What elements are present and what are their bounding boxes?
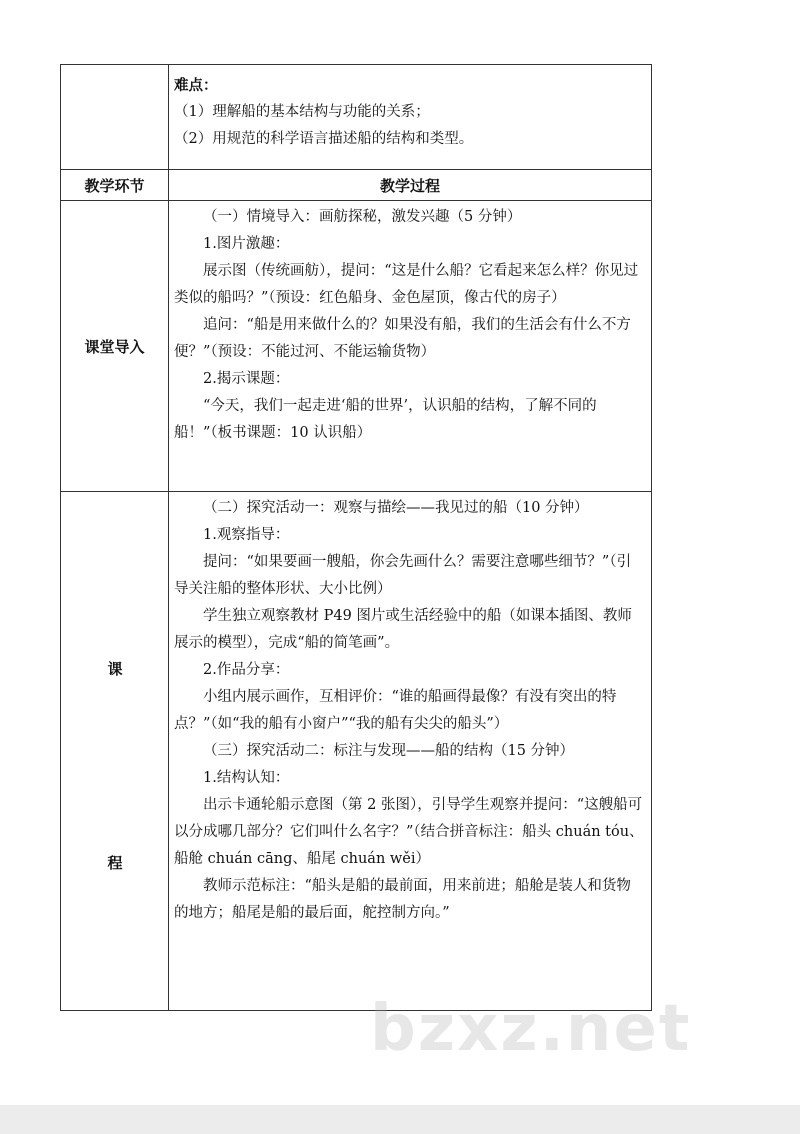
watermark-logo: bzxz.net bbox=[370, 992, 692, 1066]
intro-paragraph: 追问：“船是用来做什么的？如果没有船，我们的生活会有什么不方便？”（预设：不能过河、不能运输货物） bbox=[174, 317, 631, 360]
intro-paragraph: 2.揭示课题： bbox=[203, 371, 290, 387]
table-header-row bbox=[61, 170, 652, 201]
process-paragraph: 提问：“如果要画一艘船，你会先画什么？需要注意哪些细节？”（引导关注船的整体形状、大小比例） bbox=[174, 554, 632, 597]
process-paragraph: 2.作品分享： bbox=[203, 662, 290, 678]
process-paragraph: 1.观察指导： bbox=[203, 527, 290, 543]
process-row bbox=[61, 492, 652, 1011]
process-paragraph: （二）探究活动一：观察与描绘——我见过的船（10 分钟） bbox=[203, 500, 589, 516]
intro-paragraph: 1.图片激趣： bbox=[203, 236, 290, 252]
process-paragraph: 教师示范标注：“船头是船的最前面，用来前进；船舱是装人和货物的地方；船尾是船的最后面，舵控制方向。” bbox=[174, 878, 631, 921]
difficulty-left-cell bbox=[61, 65, 169, 170]
process-paragraph: 学生独立观察教材 P49 图片或生活经验中的船（如课本插图、教师展示的模型），完成“船的简笔画”。 bbox=[174, 608, 632, 651]
intro-content-cell bbox=[169, 201, 652, 492]
intro-paragraph: （一）情境导入：画舫探秘，激发兴趣（5 分钟） bbox=[203, 209, 522, 225]
intro-paragraph: “今天，我们一起走进‘船的世界’，认识船的结构，了解不同的船！”（板书课题：10 认识船） bbox=[174, 398, 597, 441]
header-stage: 教学环节 bbox=[84, 176, 145, 195]
difficulty-row bbox=[61, 65, 652, 170]
lesson-plan-table bbox=[60, 64, 652, 1011]
difficulty-title: 难点： bbox=[174, 77, 218, 94]
process-paragraph: （三）探究活动二：标注与发现——船的结构（15 分钟） bbox=[203, 743, 575, 759]
difficulty-item: （2）用规范的科学语言描述船的结构和类型。 bbox=[174, 131, 474, 147]
process-stage-char-1: 课 bbox=[107, 660, 123, 678]
process-paragraph: 小组内展示画作，互相评价：“谁的船画得最像？有没有突出的特点？”（如“我的船有小窗户”“我的船有尖尖的船头”） bbox=[174, 689, 617, 732]
process-stage-char-2: 程 bbox=[107, 854, 123, 872]
process-paragraph: 1.结构认知： bbox=[203, 770, 290, 786]
process-paragraph: 出示卡通轮船示意图（第 2 张图），引导学生观察并提问：“这艘船可以分成哪几部分？它们叫什么名字？”（结合拼音标注：船头 chuán tóu、船舱 chuán cāng、船尾 chuán wěi） bbox=[174, 797, 644, 867]
header-stage-cell bbox=[61, 170, 169, 201]
process-stage-cell bbox=[61, 492, 169, 1011]
intro-row bbox=[61, 201, 652, 492]
intro-stage-label: 课堂导入 bbox=[84, 337, 145, 356]
difficulty-item: （1）理解船的基本结构与功能的关系； bbox=[174, 104, 430, 120]
header-process: 教学过程 bbox=[379, 176, 440, 195]
difficulty-cell bbox=[169, 65, 652, 170]
header-process-cell bbox=[169, 170, 652, 201]
intro-paragraph: 展示图（传统画舫），提问：“这是什么船？它看起来怎么样？你见过类似的船吗？”（预设：红色船身、金色屋顶，像古代的房子） bbox=[174, 263, 639, 306]
intro-stage-cell bbox=[61, 201, 169, 492]
process-content-cell bbox=[169, 492, 652, 1011]
